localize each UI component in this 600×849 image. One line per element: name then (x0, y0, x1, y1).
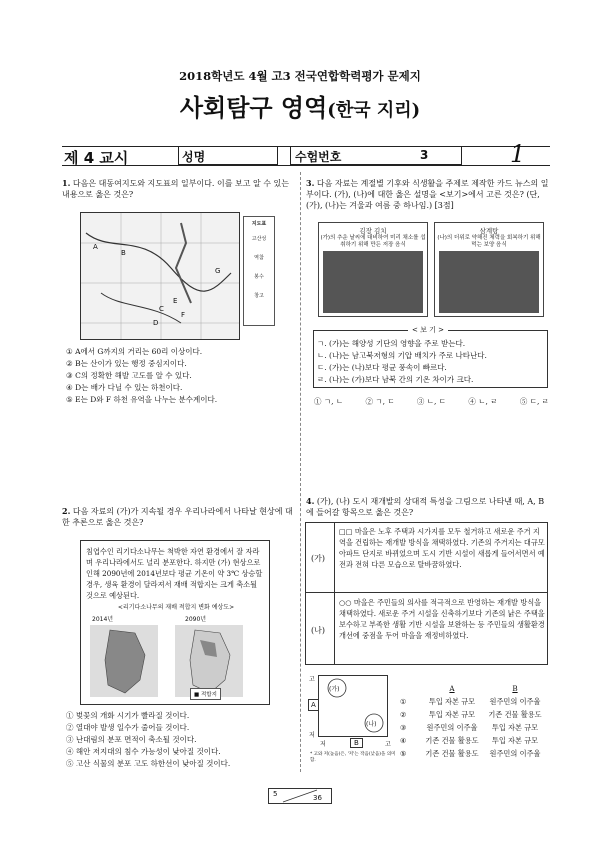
answer-b: 투입 자본 규모 (491, 736, 539, 745)
column-divider (300, 172, 301, 772)
q1-choice-5[interactable]: ⑤ E는 D와 F 하천 유역을 나누는 분수계이다. (66, 395, 218, 404)
id-value: 3 (420, 148, 429, 162)
q1-choice-1[interactable]: ① A에서 G까지의 거리는 60리 이상이다. (66, 347, 203, 356)
q2-choice-2[interactable]: ② 열대야 발생 일수가 줄어들 것이다. (66, 723, 190, 732)
page-footer (268, 788, 332, 804)
id-label: 수험번호 (295, 150, 342, 164)
q2-legend: ■ 적합지 (190, 688, 221, 700)
legend-item-2: 역참 (254, 255, 264, 261)
map-label-c: C (159, 305, 164, 313)
q3-bogi-4: ㄹ. (나)는 (가)보다 남북 간의 기온 차이가 크다. (317, 375, 474, 384)
footer-page: 5 (273, 790, 278, 798)
q4-answer-row-4[interactable] (400, 734, 548, 747)
q4-answer-header (400, 682, 548, 695)
map-label-e: E (173, 297, 178, 305)
q4-stem (306, 496, 549, 518)
q2-number: 2. (62, 506, 71, 516)
answer-num: ⑤ (400, 749, 407, 758)
q4-stem-text: (가), (나) 도시 재개발의 상대적 특성을 그림으로 나타낸 때, A, B에 들어갈 항목으로 옳은 것은? (306, 497, 545, 517)
card1-title: 김장 김치 (359, 227, 387, 235)
q1-stem (62, 178, 294, 200)
q4-diagram-axis-a: A (308, 699, 319, 711)
answer-b: 원주민의 이주율 (489, 749, 541, 758)
q1-number: 1. (62, 178, 71, 188)
q2-stem-text: 다음 자료의 (가)가 지속될 경우 우리나라에서 나타날 현상에 대한 추론으로 옳은 것은? (62, 507, 293, 527)
q4-row2-label: (나) (311, 626, 325, 635)
legend-item-3: 봉수 (254, 274, 264, 280)
subject-sub: (한국 지리) (327, 100, 421, 121)
q1-legend (243, 216, 275, 326)
q3-choice-1[interactable]: ① ㄱ, ㄴ (314, 397, 344, 406)
q3-bogi-3: ㄷ. (가)는 (나)보다 평균 풍속이 빠르다. (317, 363, 447, 372)
answer-num: ④ (400, 736, 407, 745)
map-label-f: F (181, 311, 186, 319)
q4-diagram-high-x: 고 (385, 741, 391, 748)
q2-legend-label: 적합지 (200, 692, 217, 698)
q1-choices (66, 346, 296, 406)
q2-map-2014 (90, 625, 158, 697)
q1-choice-3[interactable]: ③ C의 정확한 해발 고도를 알 수 있다. (66, 371, 192, 380)
q3-number: 3. (306, 178, 315, 188)
footer-total: 36 (313, 794, 322, 802)
answer-b: 원주민의 이주율 (489, 697, 541, 706)
q2-year1: 2014년 (92, 616, 114, 623)
q3-choice-4[interactable]: ④ ㄴ, ㄹ (468, 397, 498, 406)
q2-map-2090 (175, 625, 243, 697)
q2-choice-5[interactable]: ⑤ 고산 식물의 분포 고도 하한선이 낮아질 것이다. (66, 759, 231, 768)
q2-choice-3[interactable]: ③ 난대림의 분포 면적이 축소될 것이다. (66, 735, 197, 744)
name-label: 성명 (182, 150, 206, 164)
q2-choices (66, 710, 296, 770)
q2-chart-title: <리기다소나무의 재배 적합지 변화 예상도> (117, 604, 235, 611)
q3-bogi-1: ㄱ. (가)는 해양성 기단의 영향을 주로 받는다. (317, 339, 466, 348)
q2-stem (62, 506, 294, 528)
q4-diagram-low-y: 저 (309, 732, 315, 739)
q4-answer-row-1[interactable] (400, 695, 548, 708)
answer-num: ② (400, 710, 407, 719)
q4-diagram-axis-b: B (350, 738, 363, 748)
q4-row2-text: ○○ 마을은 주민들의 의사를 적극적으로 반영하는 재개발 방식을 채택하였다. 새로운 주거 시설을 신축하기보다 기존의 낡은 주택을 보수하고 부족한 생활 기반 시설을 보완하는 등 주민들의 생활환경 개선에 중점을 두어 마을을 재정비하였다. (339, 598, 545, 640)
period-label: 제 4 교시 (64, 149, 129, 167)
q3-stem (306, 178, 549, 211)
map-label-b: B (121, 249, 126, 257)
q2-map2-drawing (175, 625, 243, 697)
answer-a: 투입 자본 규모 (428, 697, 476, 706)
card1-photo (323, 251, 423, 313)
q3-stem-text: 다음 자료는 계절별 기후와 식생활을 주제로 제작한 카드 뉴스의 일부이다. (가), (나)에 대한 옳은 설명을 <보기>에서 고른 것은? (단, (가), (나)는 겨울과 여름 중 하나임.) [3점] (306, 179, 549, 210)
q1-map-drawing (81, 213, 239, 339)
map-label-a: A (93, 243, 98, 251)
legend-title: 지도표 (251, 221, 267, 227)
q1-stem-text: 다음은 대동여지도와 지도표의 일부이다. 이를 보고 알 수 있는 내용으로 옳은 것은? (62, 179, 289, 199)
header-line-bottom (62, 165, 550, 166)
q4-answer-row-5[interactable] (400, 747, 548, 760)
q2-box-text: 침엽수인 리기다소나무는 척박한 자연 환경에서 잘 자라며 우리나라에서도 널리 분포한다. 하지만 (가) 현상으로 인해 2090년에 2014년보다 평균 기온이 약 3℃ 상승할 경우, 생육 환경이 달라져서 재배 적합지는 크게 축소될 것으로 예상된다. (86, 547, 263, 600)
q3-card-samgyetang (434, 222, 544, 317)
subject-title (0, 88, 600, 123)
card2-desc: (나)의 더위로 약해진 체력을 회복하기 위해 먹는 보양 음식 (437, 235, 541, 248)
q4-answer-row-3[interactable] (400, 721, 548, 734)
answer-b: 투입 자본 규모 (491, 723, 539, 732)
card1-desc: (가)의 추운 날씨에 대비하여 미리 채소를 섭취하기 위해 만든 저장 음식 (320, 235, 426, 248)
map-label-g: G (215, 267, 221, 275)
q3-choices (314, 396, 549, 408)
q4-header-a: A (449, 684, 455, 693)
exam-name: 2018학년도 4월 고3 전국연합학력평가 문제지 (179, 69, 421, 83)
q1-map (80, 212, 240, 340)
answer-a: 기존 건물 활용도 (425, 749, 479, 758)
card2-title: 삼계탕 (479, 227, 499, 235)
q4-col-separator (334, 522, 335, 665)
q4-answer-table (400, 682, 548, 760)
q4-diagram (318, 675, 388, 737)
q3-bogi-title: < 보 기 > (408, 325, 448, 335)
page-number: 1 (510, 140, 526, 168)
subject-main: 사회탐구 영역 (179, 93, 328, 122)
q4-diagram-na: (나) (366, 721, 377, 728)
q3-choice-2[interactable]: ② ㄱ, ㄷ (365, 397, 395, 406)
q4-header-b: B (512, 684, 518, 693)
q3-bogi-2: ㄴ. (나)는 남고북저형의 기압 배치가 주로 나타난다. (317, 351, 487, 360)
q1-choice-4[interactable]: ④ D는 배가 다닐 수 있는 하천이다. (66, 383, 183, 392)
q3-choice-3[interactable]: ③ ㄴ, ㄷ (416, 397, 447, 406)
q2-map1-drawing (90, 625, 158, 697)
q2-year2: 2090년 (185, 616, 207, 623)
q1-choice-2[interactable]: ② B는 산이가 있는 행정 중심지이다. (66, 359, 187, 368)
card2-photo (439, 251, 539, 313)
answer-b: 기존 건물 활용도 (488, 710, 542, 719)
q3-bogi-list (317, 338, 545, 386)
map-label-d: D (153, 319, 159, 327)
q4-row-separator (305, 592, 548, 593)
answer-a: 원주민의 이주율 (426, 723, 478, 732)
q2-choice-4[interactable]: ④ 해안 저지대의 침수 가능성이 낮아질 것이다. (66, 747, 221, 756)
answer-a: 기존 건물 활용도 (425, 736, 479, 745)
q4-row1-text: □□ 마을은 노후 주택과 시가지를 모두 철거하고 새로운 주거 지역을 건립하는 재개발 방식을 채택하였다. 기존의 주거지는 대규모 아파트 단지로 바뀌었으며 도시 기반 시설이 새롭게 들어서면서 예전과 전혀 다른 모습으로 탈바꿈하였다. (339, 527, 545, 569)
answer-num: ① (400, 697, 407, 706)
q4-row1-label: (가) (311, 554, 325, 563)
q4-answer-row-2[interactable] (400, 708, 548, 721)
q2-choice-1[interactable]: ① 벚꽃의 개화 시기가 빨라질 것이다. (66, 711, 190, 720)
legend-item-1: 고산성 (251, 236, 267, 242)
q3-choice-5[interactable]: ⑤ ㄷ, ㄹ (519, 397, 549, 406)
q3-card-kimchi (318, 222, 428, 317)
legend-item-4: 창고 (254, 293, 264, 299)
q4-number: 4. (306, 496, 315, 506)
q4-diagram-ga: (가) (329, 686, 340, 693)
q4-diagram-note: * 고와 저(높음)은, '저'는 작음(낮음)을 의미함. (310, 752, 396, 763)
q4-diagram-high-y: 고 (309, 676, 315, 683)
q4-diagram-low-x: 저 (320, 741, 326, 748)
answer-num: ③ (400, 723, 407, 732)
answer-a: 투입 자본 규모 (428, 710, 476, 719)
